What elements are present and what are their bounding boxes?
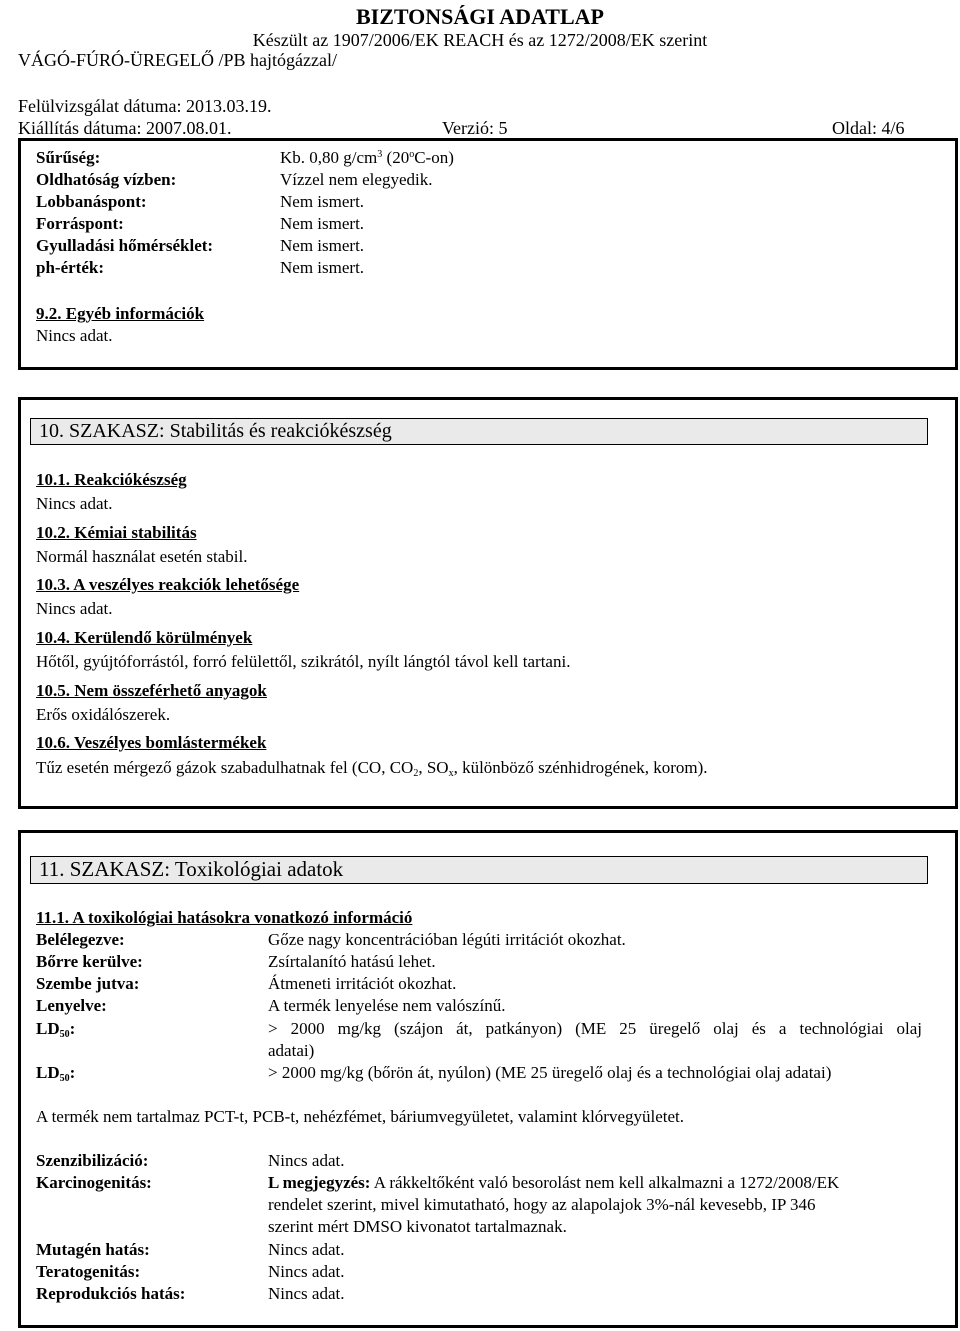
skin-value: Zsírtalanító hatású lehet. — [268, 952, 436, 971]
hazardous-reactions-heading: 10.3. A veszélyes reakciók lehetősége — [36, 575, 300, 594]
flash-point-label: Lobbanáspont: — [36, 192, 147, 211]
ignition-temp-label: Gyulladási hőmérséklet: — [36, 236, 214, 255]
tox-info-heading: 11.1. A toxikológiai hatásokra vonatkozó információ — [36, 908, 413, 927]
sensitization-value: Nincs adat. — [268, 1151, 345, 1170]
carcinogenicity-line1: L megjegyzés: A rákkeltőként való besorolást nem kell alkalmazni a 1272/2008/EK — [268, 1173, 840, 1192]
carcinogenicity-label: Karcinogenitás: — [36, 1173, 152, 1192]
section11-title: 11. SZAKASZ: Toxikológiai adatok — [30, 856, 928, 884]
ld50-dermal-label: $LD_{50}$: — [36, 1063, 76, 1084]
carcinogenicity-line3: szerint mért DMSO kivonatot tartalmaznak. — [268, 1217, 567, 1236]
density-value: Kb. 0,80 $g/cm^3$ (20$^o$C-on) — [280, 148, 454, 167]
decomposition-text: Tűz esetén mérgező gázok szabadulhatnak fel (CO, $CO_2$, $SO_x$, különböző szénhidrogének, korom). — [36, 758, 708, 779]
stability-text: Normál használat esetén stabil. — [36, 547, 248, 566]
ph-label: ph-érték: — [36, 258, 104, 277]
reproductive-label: Reprodukciós hatás: — [36, 1284, 186, 1303]
other-info-heading: 9.2. Egyéb információk — [36, 304, 205, 323]
boiling-point-label: Forráspont: — [36, 214, 124, 233]
ingestion-value: A termék lenyelése nem valószínű. — [268, 996, 506, 1015]
skin-label: Bőrre kerülve: — [36, 952, 143, 971]
issue-date: Kiállítás dátuma: 2007.08.01. — [18, 118, 232, 138]
document-title: BIZTONSÁGI ADATLAP — [356, 4, 604, 29]
solubility-label: Oldhatóság vízben: — [36, 170, 177, 189]
teratogenicity-label: Teratogenitás: — [36, 1262, 141, 1281]
reproductive-value: Nincs adat. — [268, 1284, 345, 1303]
decomposition-heading: 10.6. Veszélyes bomlástermékek — [36, 733, 267, 752]
section10-title: 10. SZAKASZ: Stabilitás és reakciókészség — [30, 418, 928, 445]
density-label: Sűrűség: — [36, 148, 101, 167]
version: Verzió: 5 — [442, 118, 508, 138]
hazardous-reactions-text: Nincs adat. — [36, 599, 113, 618]
solubility-value: Vízzel nem elegyedik. — [280, 170, 433, 189]
stability-heading: 10.2. Kémiai stabilitás — [36, 523, 197, 542]
revision-date: Felülvizsgálat dátuma: 2013.03.19. — [18, 96, 272, 116]
ld50-oral-line1: > 2000 mg/kg (szájon át, patkányon) (ME 25 üregelő olaj és a technológiai olaj — [268, 1019, 922, 1038]
reactivity-heading: 10.1. Reakciókészség — [36, 470, 187, 489]
ld50-oral-line2: adatai) — [268, 1041, 315, 1060]
ld50-oral-label: $LD_{50}$: — [36, 1019, 76, 1040]
inhalation-label: Belélegezve: — [36, 930, 125, 949]
eye-value: Átmeneti irritációt okozhat. — [268, 974, 457, 993]
sensitization-label: Szenzibilizáció: — [36, 1151, 149, 1170]
composition-note: A termék nem tartalmaz PCT-t, PCB-t, nehézfémet, báriumvegyületet, valamint klórvegyületet. — [36, 1107, 685, 1126]
eye-label: Szembe jutva: — [36, 974, 140, 993]
incompatible-heading: 10.5. Nem összeférhető anyagok — [36, 681, 267, 700]
boiling-point-value: Nem ismert. — [280, 214, 365, 233]
conditions-text: Hőtől, gyújtóforrástól, forró felülettől, szikrától, nyílt lángtól távol kell tartani. — [36, 652, 571, 671]
teratogenicity-value: Nincs adat. — [268, 1262, 345, 1281]
flash-point-value: Nem ismert. — [280, 192, 365, 211]
carcinogenicity-line2: rendelet szerint, mivel kimutatható, hogy az alapolajok 3%-nál kevesebb, IP 346 — [268, 1195, 816, 1214]
product-name: VÁGÓ-FÚRÓ-ÜREGELŐ /PB hajtógázzal/ — [18, 50, 337, 70]
ignition-temp-value: Nem ismert. — [280, 236, 365, 255]
regulation-line: Készült az 1907/2006/EK REACH és az 1272/2008/EK szerint — [252, 30, 708, 50]
ld50-dermal-value: > 2000 mg/kg (bőrön át, nyúlon) (ME 25 üregelő olaj és a technológiai olaj adatai) — [268, 1063, 832, 1082]
incompatible-text: Erős oxidálószerek. — [36, 705, 171, 724]
inhalation-value: Gőze nagy koncentrációban légúti irritációt okozhat. — [268, 930, 626, 949]
mutagenicity-label: Mutagén hatás: — [36, 1240, 150, 1259]
reactivity-text: Nincs adat. — [36, 494, 113, 513]
ingestion-label: Lenyelve: — [36, 996, 107, 1015]
mutagenicity-value: Nincs adat. — [268, 1240, 345, 1259]
ph-value: Nem ismert. — [280, 258, 365, 277]
page-number: Oldal: 4/6 — [832, 118, 905, 138]
conditions-heading: 10.4. Kerülendő körülmények — [36, 628, 253, 647]
other-info-text: Nincs adat. — [36, 326, 113, 345]
